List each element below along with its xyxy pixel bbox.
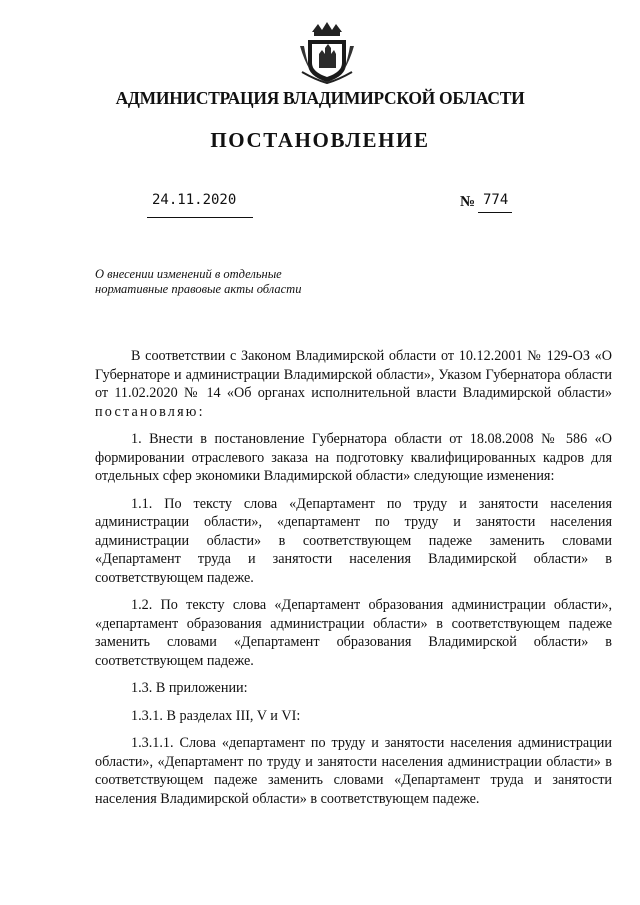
paragraph-1: 1. Внести в постановление Губернатора области от 18.08.2008 № 586 «О формировании отраслевого заказа на подготовку квалифицированных кадров для отдельных сфер экономики Владимирской области» следующие изменения: xyxy=(95,431,612,484)
document-body xyxy=(95,347,612,817)
preamble-paragraph xyxy=(95,347,612,421)
paragraph-1-1: 1.1. По тексту слова «Департамент по труду и занятости населения администрации области», «департамент по труду и занятости населения администрации области» в соответствующем падеже заменить словами «Департамент труда и занятости населения Владимирской области» в соответствующем падеже. xyxy=(95,495,612,586)
subject-line-1: О внесении изменений в отдельные xyxy=(95,267,282,281)
number-sign: № xyxy=(460,194,476,210)
document-number: 774 xyxy=(483,192,509,208)
date-underline xyxy=(147,217,253,218)
document-date: 24.11.2020 xyxy=(152,192,237,208)
paragraph-1-3-1-1: 1.3.1.1. Слова «департамент по труду и занятости населения администрации области», «Департамент по труду и занятости населения администрации области» в соответствующем падеже заменить словами «Департамент труда и занятости населения Владимирской области» в соответствующем падеже. xyxy=(95,735,612,807)
decree-word: постановляю: xyxy=(95,403,205,420)
coat-of-arms-emblem xyxy=(298,20,356,84)
organization-name: АДМИНИСТРАЦИЯ ВЛАДИМИРСКОЙ ОБЛАСТИ xyxy=(115,88,525,108)
paragraph-1-3: 1.3. В приложении: xyxy=(131,680,248,696)
paragraph-1-3-1: 1.3.1. В разделах III, V и VI: xyxy=(131,707,301,724)
number-underline xyxy=(478,212,512,213)
document-subject xyxy=(95,267,335,297)
preamble-text: В соответствии с Законом Владимирской области от 10.12.2001 № 129-ОЗ «О Губернаторе и администрации Владимирской области», Указом Губернатора области от 11.02.2020 № 14 «Об органах исполнительной власти Владимирской области» xyxy=(95,348,612,401)
subject-line-2: нормативные правовые акты области xyxy=(95,282,302,296)
paragraph-1-2: 1.2. По тексту слова «Департамент образования администрации области», «департамент образования администрации области» в соответствующем падеже заменить словами «Департамент образования Владимирской области» в соответствующем падеже. xyxy=(95,597,612,669)
document-type-title: ПОСТАНОВЛЕНИЕ xyxy=(210,128,430,152)
